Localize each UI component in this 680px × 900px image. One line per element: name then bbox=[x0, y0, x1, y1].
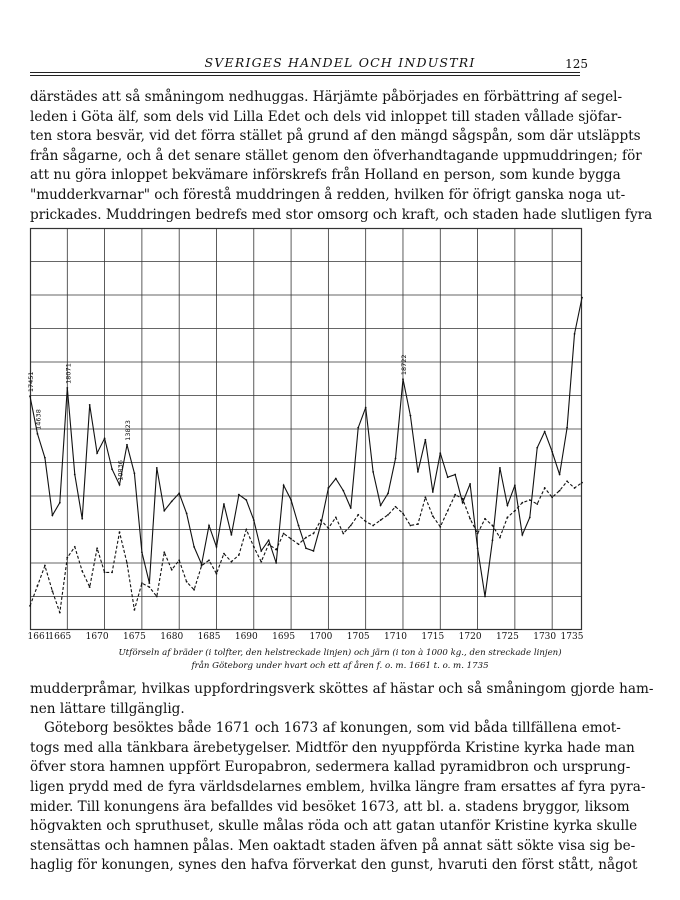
data-point-braeder bbox=[290, 499, 292, 501]
data-point-jaern bbox=[335, 517, 337, 519]
data-point-braeder bbox=[507, 504, 509, 506]
data-point-jaern bbox=[462, 498, 464, 500]
data-point-braeder bbox=[469, 483, 471, 485]
data-point-braeder bbox=[581, 297, 583, 299]
data-point-jaern bbox=[126, 562, 128, 564]
x-tick-label: 1665 bbox=[48, 632, 72, 642]
data-point-jaern bbox=[357, 514, 359, 516]
data-point-jaern bbox=[231, 561, 233, 563]
chart-data-labels bbox=[27, 354, 408, 480]
data-point-braeder bbox=[74, 474, 76, 476]
data-point-jaern bbox=[350, 525, 352, 527]
data-point-braeder bbox=[447, 476, 449, 478]
data-point-braeder bbox=[492, 539, 494, 541]
data-point-jaern bbox=[395, 506, 397, 508]
text-line: ten stora besvär, vid det förra stället på grund af den mängd sågspån, som där utsläppts bbox=[30, 128, 641, 145]
data-point-braeder bbox=[424, 439, 426, 441]
data-point-braeder bbox=[372, 471, 374, 473]
data-point-braeder bbox=[305, 547, 307, 549]
data-point-jaern bbox=[305, 537, 307, 539]
data-point-braeder bbox=[477, 547, 479, 549]
text-line: högvakten och spruthuset, skulle målas röda och att gatan utanför Kristine kyrka skulle bbox=[30, 818, 638, 835]
data-point-braeder bbox=[395, 458, 397, 460]
x-tick-label: 1735 bbox=[560, 632, 584, 642]
data-point-braeder bbox=[59, 502, 61, 504]
data-point-jaern bbox=[536, 503, 538, 505]
data-point-jaern bbox=[454, 494, 456, 496]
running-title: SVERIGES HANDEL OCH INDUSTRI bbox=[204, 55, 476, 70]
series-line-braeder bbox=[30, 298, 582, 597]
export-chart bbox=[27, 228, 582, 630]
data-point-jaern bbox=[96, 547, 98, 549]
data-point-braeder bbox=[387, 492, 389, 494]
data-point-jaern bbox=[477, 533, 479, 535]
data-point-jaern bbox=[521, 502, 523, 504]
data-point-jaern bbox=[81, 570, 83, 572]
header-rule bbox=[30, 72, 580, 73]
data-point-braeder bbox=[111, 468, 113, 470]
x-tick-label: 1720 bbox=[458, 632, 482, 642]
data-point-braeder bbox=[559, 474, 561, 476]
data-label: 18722 bbox=[399, 354, 408, 376]
data-point-jaern bbox=[327, 527, 329, 529]
text-line: "mudderkvarnar" och förestå muddringen å redden, hvilken för öfrigt ganska noga ut- bbox=[30, 186, 626, 203]
data-point-jaern bbox=[514, 510, 516, 512]
data-point-braeder bbox=[148, 582, 150, 584]
data-point-braeder bbox=[327, 487, 329, 489]
data-point-braeder bbox=[141, 551, 143, 553]
text-line: ligen prydd med de fyra världsdelarnes emblem, hvilka längre fram ersattes af fyra pyra- bbox=[30, 778, 646, 795]
data-point-jaern bbox=[372, 525, 374, 527]
data-point-jaern bbox=[402, 513, 404, 515]
x-tick-label: 1705 bbox=[346, 632, 370, 642]
data-point-braeder bbox=[223, 503, 225, 505]
data-point-jaern bbox=[171, 569, 173, 571]
data-point-braeder bbox=[119, 484, 121, 486]
data-point-jaern bbox=[66, 557, 68, 559]
text-line: haglig för konungen, synes den hafva förverkat den gunst, hvaruti den först stått, något bbox=[30, 857, 638, 874]
data-point-braeder bbox=[44, 457, 46, 459]
text-line: att nu göra inloppet bekvämare införskrefs från Holland en person, som kunde bygga bbox=[30, 167, 621, 184]
x-tick-label: 1725 bbox=[495, 632, 519, 642]
data-point-braeder bbox=[410, 415, 412, 417]
data-point-braeder bbox=[134, 472, 136, 474]
data-point-jaern bbox=[290, 538, 292, 540]
data-point-braeder bbox=[439, 452, 441, 454]
data-point-braeder bbox=[260, 550, 262, 552]
data-point-jaern bbox=[417, 523, 419, 525]
data-point-jaern bbox=[298, 543, 300, 545]
header-rule-lower bbox=[30, 75, 580, 76]
data-point-jaern bbox=[559, 490, 561, 492]
data-point-jaern bbox=[544, 487, 546, 489]
data-point-jaern bbox=[51, 590, 53, 592]
data-point-jaern bbox=[208, 559, 210, 561]
data-point-jaern bbox=[424, 496, 426, 498]
data-point-jaern bbox=[141, 582, 143, 584]
data-point-braeder bbox=[238, 494, 240, 496]
x-tick-label: 1661 bbox=[27, 632, 51, 642]
data-point-braeder bbox=[96, 452, 98, 454]
data-point-braeder bbox=[51, 514, 53, 516]
data-point-jaern bbox=[432, 515, 434, 517]
data-point-jaern bbox=[574, 487, 576, 489]
data-point-jaern bbox=[320, 519, 322, 521]
data-point-braeder bbox=[484, 596, 486, 598]
text-line: nen lättare tillgänglig. bbox=[30, 700, 185, 717]
data-point-braeder bbox=[529, 517, 531, 519]
data-label: 17451 bbox=[27, 371, 35, 393]
data-point-braeder bbox=[402, 378, 404, 380]
data-point-jaern bbox=[74, 546, 76, 548]
chart-series bbox=[29, 297, 583, 614]
data-point-braeder bbox=[417, 471, 419, 473]
data-point-braeder bbox=[350, 507, 352, 509]
text-line: prickades. Muddringen bedrefs med stor omsorg och kraft, och staden hade slutligen fyra bbox=[30, 206, 653, 223]
data-point-jaern bbox=[260, 561, 262, 563]
text-line: Göteborg besöktes både 1671 och 1673 af konungen, som vid båda tillfällena emot- bbox=[44, 720, 621, 737]
data-point-jaern bbox=[29, 605, 31, 607]
data-point-jaern bbox=[44, 565, 46, 567]
x-axis-ticks bbox=[27, 632, 584, 646]
data-point-jaern bbox=[313, 533, 315, 535]
text-line: stensättas och hamnen pålas. Men oaktadt staden äfven på annat sätt sökte visa sig be- bbox=[30, 837, 636, 854]
data-point-jaern bbox=[342, 533, 344, 535]
data-point-braeder bbox=[357, 427, 359, 429]
data-point-jaern bbox=[581, 482, 583, 484]
data-point-jaern bbox=[469, 518, 471, 520]
chart-grid bbox=[30, 228, 582, 630]
data-point-braeder bbox=[342, 490, 344, 492]
data-point-jaern bbox=[439, 526, 441, 528]
data-point-jaern bbox=[59, 612, 61, 614]
text-line: från sågarne, och å det senare stället genom den öfverhandtagande uppmuddringen; för bbox=[30, 147, 642, 164]
data-point-braeder bbox=[163, 510, 165, 512]
x-tick-label: 1675 bbox=[122, 632, 146, 642]
data-point-jaern bbox=[492, 525, 494, 527]
data-point-braeder bbox=[37, 433, 39, 435]
x-tick-label: 1715 bbox=[421, 632, 445, 642]
data-point-jaern bbox=[178, 559, 180, 561]
data-point-jaern bbox=[134, 609, 136, 611]
paragraph-top bbox=[30, 88, 653, 225]
data-point-braeder bbox=[216, 546, 218, 548]
x-tick-label: 1710 bbox=[384, 632, 407, 642]
data-point-braeder bbox=[253, 519, 255, 521]
data-point-braeder bbox=[566, 427, 568, 429]
data-point-braeder bbox=[89, 404, 91, 406]
data-point-jaern bbox=[499, 537, 501, 539]
x-tick-label: 1700 bbox=[309, 632, 333, 642]
data-point-jaern bbox=[37, 585, 39, 587]
data-point-braeder bbox=[245, 499, 247, 501]
data-point-jaern bbox=[104, 571, 106, 573]
data-point-braeder bbox=[521, 534, 523, 536]
data-point-braeder bbox=[365, 407, 367, 409]
data-point-braeder bbox=[275, 562, 277, 564]
data-point-jaern bbox=[238, 554, 240, 556]
text-line: leden i Göta älf, som dels vid Lilla Edet och dels vid inloppet till staden vållade sjöfar- bbox=[30, 108, 622, 125]
data-point-jaern bbox=[156, 596, 158, 598]
data-point-braeder bbox=[551, 451, 553, 453]
data-point-jaern bbox=[380, 519, 382, 521]
data-point-jaern bbox=[148, 586, 150, 588]
data-point-braeder bbox=[313, 550, 315, 552]
x-tick-label: 1730 bbox=[533, 632, 557, 642]
text-line: öfver stora hamnen uppfört Europabron, sedermera kallad pyramidbron och ursprung- bbox=[30, 759, 631, 776]
data-point-braeder bbox=[544, 431, 546, 433]
data-point-braeder bbox=[268, 539, 270, 541]
data-point-braeder bbox=[231, 534, 233, 536]
data-point-braeder bbox=[171, 500, 173, 502]
data-point-jaern bbox=[387, 514, 389, 516]
data-point-braeder bbox=[454, 474, 456, 476]
data-point-jaern bbox=[551, 496, 553, 498]
data-point-braeder bbox=[193, 546, 195, 548]
text-line: mider. Till konungens ära befalldes vid besöket 1673, att bl. a. stadens bryggor, liksom bbox=[30, 798, 630, 815]
data-point-jaern bbox=[245, 529, 247, 531]
data-point-braeder bbox=[29, 395, 31, 397]
data-point-braeder bbox=[514, 484, 516, 486]
data-point-jaern bbox=[89, 586, 91, 588]
data-point-jaern bbox=[193, 589, 195, 591]
page-number: 125 bbox=[565, 57, 588, 71]
data-point-jaern bbox=[163, 551, 165, 553]
data-point-braeder bbox=[66, 387, 68, 389]
x-tick-label: 1695 bbox=[272, 632, 296, 642]
data-point-braeder bbox=[283, 484, 285, 486]
data-point-braeder bbox=[432, 491, 434, 493]
data-point-jaern bbox=[275, 549, 277, 551]
data-point-braeder bbox=[536, 447, 538, 449]
x-tick-label: 1670 bbox=[85, 632, 109, 642]
data-point-jaern bbox=[223, 553, 225, 555]
data-point-braeder bbox=[81, 518, 83, 520]
data-point-braeder bbox=[178, 492, 180, 494]
data-point-jaern bbox=[216, 573, 218, 575]
x-tick-label: 1680 bbox=[160, 632, 184, 642]
paragraph-bottom bbox=[30, 680, 654, 876]
data-point-jaern bbox=[186, 581, 188, 583]
x-tick-label: 1690 bbox=[234, 632, 258, 642]
data-label: 10836 bbox=[116, 460, 125, 481]
data-point-braeder bbox=[574, 333, 576, 335]
data-point-braeder bbox=[186, 513, 188, 515]
data-point-jaern bbox=[529, 499, 531, 501]
data-point-jaern bbox=[410, 525, 412, 527]
figure-caption-line-1: Utförseln af bräder (i tolfter, den helstreckade linjen) och järn (i ton à 1000 kg., den streckade linjen) bbox=[118, 648, 562, 658]
data-point-braeder bbox=[499, 467, 501, 469]
data-point-braeder bbox=[208, 525, 210, 527]
data-point-jaern bbox=[507, 517, 509, 519]
data-point-jaern bbox=[119, 531, 121, 533]
data-point-braeder bbox=[380, 504, 382, 506]
data-point-jaern bbox=[201, 565, 203, 567]
text-line: därstädes att så småningom nedhuggas. Härjämte påbörjades en förbättring af segel- bbox=[30, 89, 623, 105]
data-point-braeder bbox=[298, 525, 300, 527]
data-label: 13823 bbox=[123, 420, 132, 441]
data-point-jaern bbox=[111, 571, 113, 573]
text-line: mudderpråmar, hvilkas uppfordringsverk sköttes af hästar och så småningom gjorde ham- bbox=[30, 681, 654, 697]
data-point-braeder bbox=[320, 523, 322, 525]
data-point-jaern bbox=[365, 521, 367, 523]
data-point-jaern bbox=[447, 510, 449, 512]
data-point-braeder bbox=[104, 437, 106, 439]
data-point-braeder bbox=[335, 478, 337, 480]
data-point-jaern bbox=[484, 518, 486, 520]
data-point-braeder bbox=[126, 444, 128, 446]
x-tick-label: 1685 bbox=[197, 632, 221, 642]
data-point-braeder bbox=[156, 467, 158, 469]
data-point-jaern bbox=[566, 480, 568, 482]
data-label: 14638 bbox=[34, 409, 43, 430]
data-label: 18071 bbox=[64, 363, 73, 384]
data-point-jaern bbox=[283, 533, 285, 535]
figure-caption-line-2: från Göteborg under hvart och ett af åren f. o. m. 1661 t. o. m. 1735 bbox=[191, 661, 489, 671]
data-point-jaern bbox=[253, 546, 255, 548]
data-point-jaern bbox=[268, 543, 270, 545]
text-line: togs med alla tänkbara ärebetygelser. Midtför den nyuppförda Kristine kyrka hade man bbox=[30, 739, 635, 756]
